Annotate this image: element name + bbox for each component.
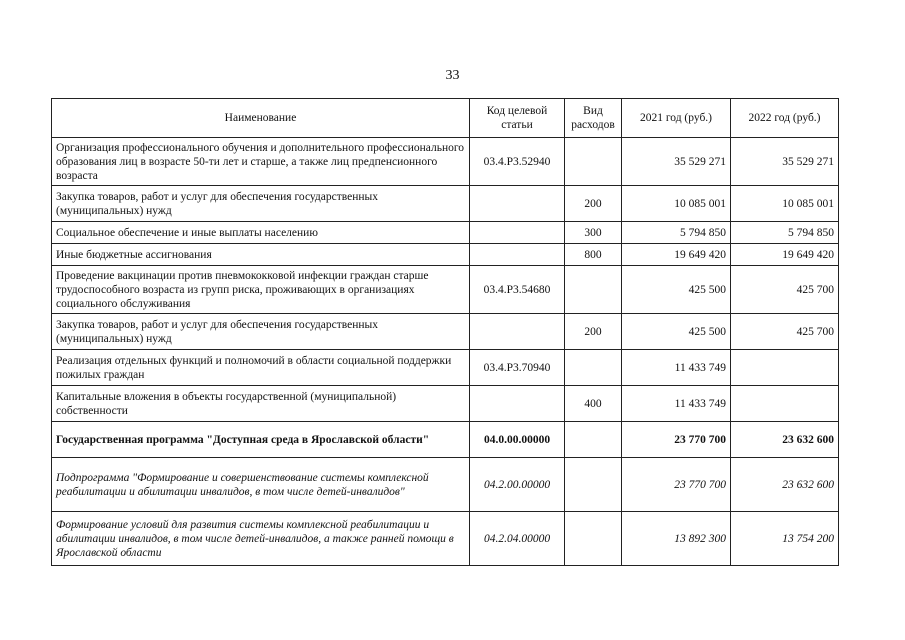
row-code-cell: 03.4.P3.70940 (470, 350, 565, 386)
table-row (52, 422, 839, 458)
row-name-cell: Закупка товаров, работ и услуг для обеспечения государственных (муниципальных) нужд (52, 186, 470, 222)
row-code-cell: 04.2.04.00000 (470, 512, 565, 566)
row-2021-cell: 23 770 700 (622, 422, 731, 458)
header-code: Код целевой статьи (470, 99, 565, 138)
row-name-cell: Государственная программа "Доступная среда в Ярославской области" (52, 422, 470, 458)
table-row (52, 458, 839, 512)
table-row (52, 386, 839, 422)
row-2022-cell (731, 350, 839, 386)
row-2022-cell: 10 085 001 (731, 186, 839, 222)
row-2021-cell: 11 433 749 (622, 350, 731, 386)
row-code-cell (470, 186, 565, 222)
row-name-cell: Реализация отдельных функций и полномочий в области социальной поддержки пожилых граждан (52, 350, 470, 386)
row-type-cell (565, 350, 622, 386)
table-row (52, 186, 839, 222)
row-type-cell: 200 (565, 314, 622, 350)
budget-table (51, 98, 839, 566)
row-type-cell: 400 (565, 386, 622, 422)
row-code-cell: 04.2.00.00000 (470, 458, 565, 512)
row-2021-cell: 425 500 (622, 314, 731, 350)
page-number: 33 (445, 68, 460, 83)
row-2021-cell: 425 500 (622, 266, 731, 314)
row-2022-cell: 13 754 200 (731, 512, 839, 566)
header-type: Вид расходов (565, 99, 622, 138)
row-type-cell (565, 138, 622, 186)
row-type-cell (565, 512, 622, 566)
row-name-cell: Капитальные вложения в объекты государственной (муниципальной) собственности (52, 386, 470, 422)
row-name-cell: Подпрограмма "Формирование и совершенствование системы комплексной реабилитации и абилитации инвалидов, в том числе детей-инвалидов" (52, 458, 470, 512)
row-2022-cell: 425 700 (731, 266, 839, 314)
row-name-cell: Иные бюджетные ассигнования (52, 244, 470, 266)
row-code-cell (470, 386, 565, 422)
row-type-cell (565, 422, 622, 458)
row-2022-cell: 425 700 (731, 314, 839, 350)
row-name-cell: Организация профессионального обучения и дополнительного профессионального образования лиц в возрасте 50-ти лет и старше, а также лиц предпенсионного возраста (52, 138, 470, 186)
header-2022: 2022 год (руб.) (731, 99, 839, 138)
row-2022-cell: 35 529 271 (731, 138, 839, 186)
row-2021-cell: 11 433 749 (622, 386, 731, 422)
row-code-cell: 03.4.P3.52940 (470, 138, 565, 186)
row-type-cell: 800 (565, 244, 622, 266)
header-2021: 2021 год (руб.) (622, 99, 731, 138)
row-code-cell (470, 222, 565, 244)
table-row (52, 266, 839, 314)
row-2022-cell: 23 632 600 (731, 422, 839, 458)
row-code-cell: 03.4.P3.54680 (470, 266, 565, 314)
table-row (52, 350, 839, 386)
table-row (52, 244, 839, 266)
row-type-cell: 300 (565, 222, 622, 244)
row-code-cell (470, 314, 565, 350)
row-2022-cell: 23 632 600 (731, 458, 839, 512)
table-header (52, 99, 839, 138)
row-2021-cell: 19 649 420 (622, 244, 731, 266)
row-code-cell (470, 244, 565, 266)
row-2021-cell: 35 529 271 (622, 138, 731, 186)
table-body (52, 138, 839, 566)
row-2022-cell (731, 386, 839, 422)
row-type-cell (565, 458, 622, 512)
row-type-cell (565, 266, 622, 314)
row-name-cell: Проведение вакцинации против пневмококковой инфекции граждан старше трудоспособного возраста из групп риска, проживающих в организациях социального обслуживания (52, 266, 470, 314)
table-row (52, 314, 839, 350)
row-name-cell: Закупка товаров, работ и услуг для обеспечения государственных (муниципальных) нужд (52, 314, 470, 350)
row-2021-cell: 5 794 850 (622, 222, 731, 244)
table-row (52, 138, 839, 186)
row-type-cell: 200 (565, 186, 622, 222)
row-2021-cell: 13 892 300 (622, 512, 731, 566)
row-name-cell: Социальное обеспечение и иные выплаты населению (52, 222, 470, 244)
header-name: Наименование (52, 99, 470, 138)
row-name-cell: Формирование условий для развития системы комплексной реабилитации и абилитации инвалидов, в том числе детей-инвалидов, а также ранней помощи в Ярославской области (52, 512, 470, 566)
table-row (52, 512, 839, 566)
row-2022-cell: 19 649 420 (731, 244, 839, 266)
row-2022-cell: 5 794 850 (731, 222, 839, 244)
row-code-cell: 04.0.00.00000 (470, 422, 565, 458)
table-row (52, 222, 839, 244)
row-2021-cell: 10 085 001 (622, 186, 731, 222)
row-2021-cell: 23 770 700 (622, 458, 731, 512)
